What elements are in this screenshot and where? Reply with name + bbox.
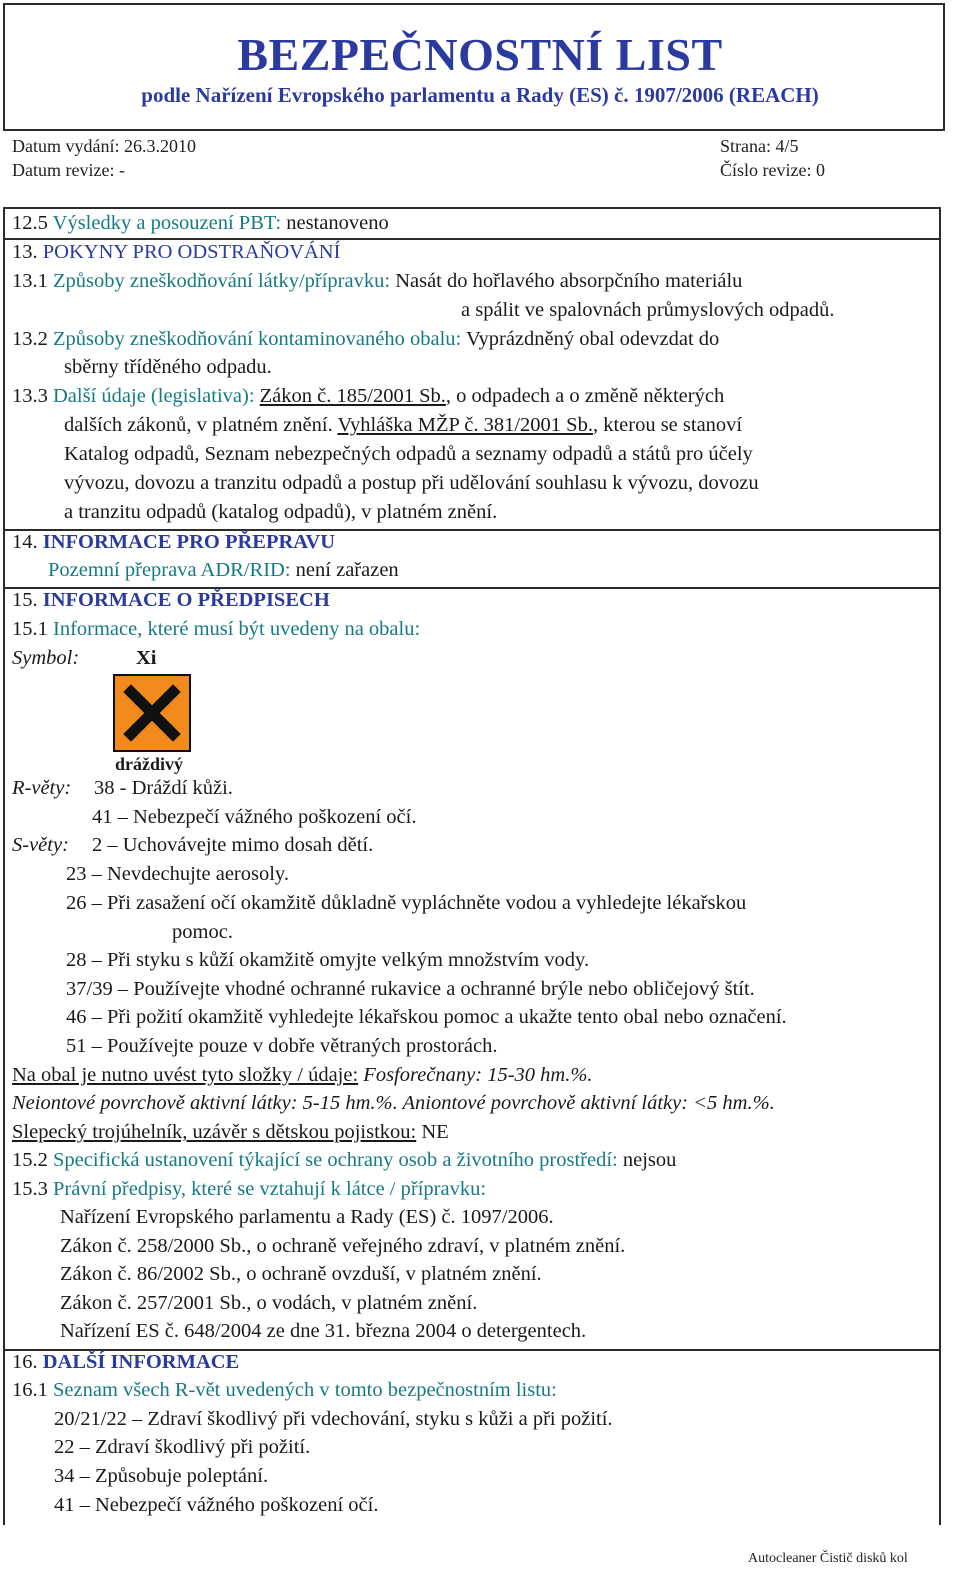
r-phrase-item: 38 - Dráždí kůži.: [94, 777, 233, 799]
r-phrase-list-item: 20/21/22 – Zdraví škodlivý při vdechování, styku s kůži a při požití.: [54, 1408, 613, 1430]
law-link-185: Zákon č. 185/2001 Sb.: [259, 385, 446, 407]
s-phrase-item: 28 – Při styku s kůží okamžitě omyjte velkým množstvím vody.: [66, 949, 590, 971]
issue-date: Datum vydání: 26.3.2010: [12, 136, 196, 156]
s-phrase-item: 2 – Uchovávejte mimo dosah dětí.: [92, 834, 374, 856]
law-link-381: Vyhláška MŽP č. 381/2001 Sb.: [337, 414, 593, 436]
section-15-3: 15.3 Právní předpisy, které se vztahují k látce / přípravku:: [12, 1178, 487, 1200]
document-title: BEZPEČNOSTNÍ LIST: [237, 29, 723, 80]
s-phrase-item: pomoc.: [172, 921, 233, 943]
r-phrase-list-item: 34 – Způsobuje poleptání.: [54, 1465, 269, 1487]
section-13-3: 13.3 Další údaje (legislativa): Zákon č. 185/2001 Sb., o odpadech a o změně některých: [12, 385, 725, 407]
label-components-cont: Neiontové povrchově aktivní látky: 5-15 hm.%. Aniontové povrchově aktivní látky: <5 hm.%.: [12, 1092, 775, 1114]
law-item: Nařízení Evropského parlamentu a Rady (ES) č. 1097/2006.: [60, 1206, 554, 1228]
s-phrase-item: 23 – Nevdechujte aerosoly.: [66, 863, 289, 885]
law-item: Zákon č. 257/2001 Sb., o vodách, v platném znění.: [60, 1292, 478, 1314]
revision-date: Datum revize: -: [12, 160, 125, 180]
s-phrase-item: 26 – Při zasažení očí okamžitě důkladně vypláchněte vodou a vyhledejte lékařskou: [66, 892, 747, 914]
revision-number: Číslo revize: 0: [720, 160, 825, 180]
section-13-2-cont: sběrny tříděného odpadu.: [64, 356, 272, 378]
symbol-caption: dráždivý: [115, 754, 184, 774]
section-13-2: 13.2 Způsoby zneškodňování kontaminovaného obalu: Vyprázdněný obal odevzdat do: [12, 328, 720, 350]
document-subtitle: podle Nařízení Evropského parlamentu a Rady (ES) č. 1907/2006 (REACH): [141, 83, 819, 107]
section-13-1: 13.1 Způsoby zneškodňování látky/přípravku: Nasát do hořlavého absorpčního materiálu: [12, 270, 743, 292]
section-15-heading: 15. INFORMACE O PŘEDPISECH: [12, 589, 330, 611]
section-16-1: 16.1 Seznam všech R-vět uvedených v tomto bezpečnostním listu:: [12, 1379, 557, 1401]
r-phrase-list-item: 22 – Zdraví škodlivý při požití.: [54, 1436, 311, 1458]
law-item: Zákon č. 86/2002 Sb., o ochraně ovzduší, v platném znění.: [60, 1263, 542, 1285]
s-phrase-item: 46 – Při požití okamžitě vyhledejte lékařskou pomoc a ukažte tento obal nebo označení.: [66, 1006, 787, 1028]
irritant-hazard-icon: [113, 674, 191, 752]
law-item: Nařízení ES č. 648/2004 ze dne 31. března 2004 o detergentech.: [60, 1320, 587, 1342]
section-13-3-line4: vývozu, dovozu a tranzitu odpadů a postup při udělování souhlasu k vývozu, dovozu: [64, 472, 759, 494]
r-phrases-label: R-věty:: [12, 777, 72, 799]
section-12-5: 12.5 Výsledky a posouzení PBT: nestanoveno: [12, 212, 389, 234]
section-13-3-line5: a tranzitu odpadů (katalog odpadů), v platném znění.: [64, 501, 498, 523]
footer-product-name: Autocleaner Čistič disků kol: [748, 1551, 908, 1566]
r-phrase-list-item: 41 – Nebezpečí vážného poškození očí.: [54, 1494, 379, 1516]
law-item: Zákon č. 258/2000 Sb., o ochraně veřejného zdraví, v platném znění.: [60, 1235, 626, 1257]
section-14-transport: Pozemní přeprava ADR/RID: není zařazen: [48, 559, 399, 581]
s-phrases-label: S-věty:: [12, 834, 69, 856]
symbol-code: Xi: [136, 647, 157, 669]
section-13-3-line2: dalších zákonů, v platném znění. Vyhláška MŽP č. 381/2001 Sb., kterou se stanoví: [64, 414, 743, 436]
section-13-3-line3: Katalog odpadů, Seznam nebezpečných odpadů a seznamy odpadů a států pro účely: [64, 443, 753, 465]
tactile-warning: Slepecký trojúhelník, uzávěr s dětskou pojistkou: NE: [12, 1121, 449, 1143]
s-phrase-item: 37/39 – Používejte vhodné ochranné rukavice a ochranné brýle nebo obličejový štít.: [66, 978, 755, 1000]
r-phrase-item: 41 – Nebezpečí vážného poškození očí.: [92, 806, 417, 828]
section-14-heading: 14. INFORMACE PRO PŘEPRAVU: [12, 531, 336, 553]
section-16-heading: 16. DALŠÍ INFORMACE: [12, 1351, 240, 1373]
section-15-1: 15.1 Informace, které musí být uvedeny na obalu:: [12, 618, 421, 640]
section-15-2: 15.2 Specifická ustanovení týkající se ochrany osob a životního prostředí: nejsou: [12, 1149, 677, 1171]
section-13-1-cont: a spálit ve spalovnách průmyslových odpadů.: [461, 299, 835, 321]
section-13-heading: 13. POKYNY PRO ODSTRAŇOVÁNÍ: [12, 241, 341, 263]
page-number: Strana: 4/5: [720, 136, 799, 156]
symbol-label: Symbol:: [12, 647, 80, 669]
divider: [3, 238, 941, 240]
s-phrase-item: 51 – Používejte pouze v dobře větraných prostorách.: [66, 1035, 498, 1057]
label-components: Na obal je nutno uvést tyto složky / údaje: Fosforečnany: 15-30 hm.%.: [12, 1064, 593, 1086]
